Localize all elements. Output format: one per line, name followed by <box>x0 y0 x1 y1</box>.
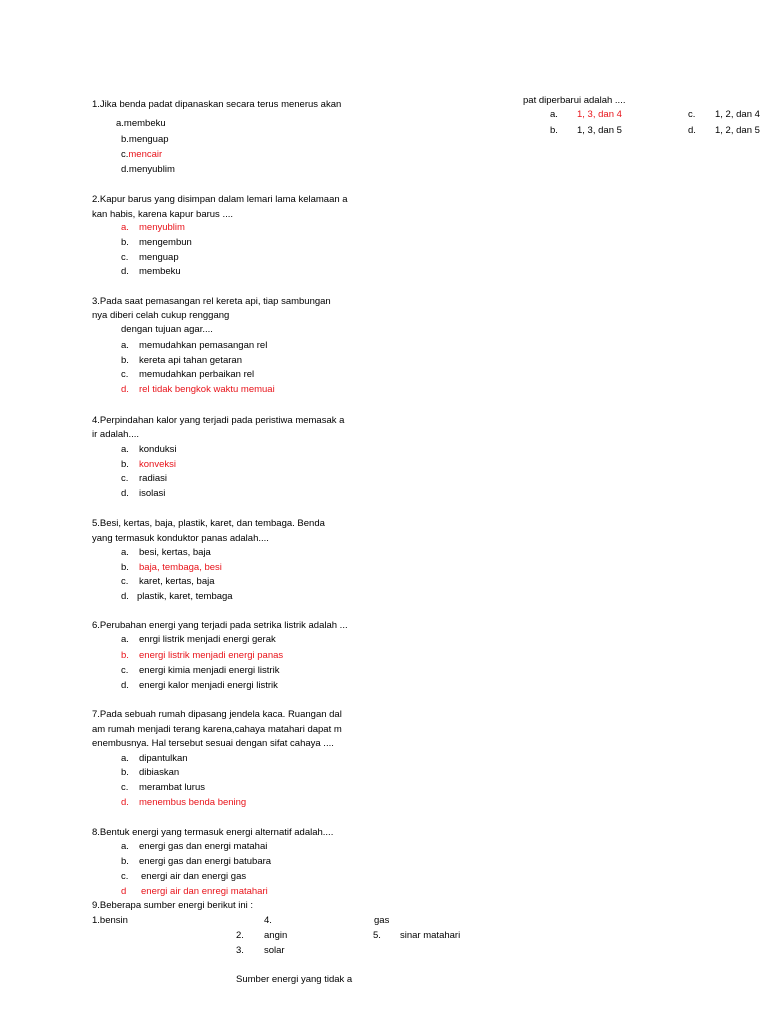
q1-option-d: d.menyublim <box>121 164 175 175</box>
q3-option-b: kereta api tahan getaran <box>139 355 242 366</box>
q7-stem-line2: am rumah menjadi terang karena,cahaya matahari dapat m <box>92 724 342 735</box>
q7-letter-b: b. <box>121 767 129 778</box>
q5-letter-d: d. <box>121 591 129 602</box>
q8-option-c: energi air dan energi gas <box>141 871 247 882</box>
q2-letter-d: d. <box>121 266 129 277</box>
q9-item-3-number: 3. <box>236 945 244 956</box>
q4-letter-d: d. <box>121 488 129 499</box>
q7-letter-d: d. <box>121 797 129 808</box>
q6-letter-b: b. <box>121 650 129 661</box>
q5-option-d: plastik, karet, tembaga <box>137 591 233 602</box>
q3-stem-line3: dengan tujuan agar.... <box>121 324 213 335</box>
q2-stem-line2: kan habis, karena kapur barus .... <box>92 209 233 220</box>
right-letter-b: b. <box>550 125 558 136</box>
q1-answer: mencair <box>128 149 163 160</box>
q3-stem-line1: 3.Pada saat pemasangan rel kereta api, tiap sambungan <box>92 296 331 307</box>
q5-letter-a: a. <box>121 547 129 558</box>
q8-letter-b: b. <box>121 856 129 867</box>
q9-item-4-number: 4. <box>264 915 272 926</box>
q3-letter-c: c. <box>121 369 129 380</box>
q6-letter-a: a. <box>121 634 129 645</box>
q1-stem: 1.Jika benda padat dipanaskan secara terus menerus akan <box>92 99 342 110</box>
q9-item-4-text: gas <box>374 915 390 926</box>
q1-option-a: a.membeku <box>116 118 166 129</box>
q4-letter-b: b. <box>121 459 129 470</box>
q8-stem: 8.Bentuk energi yang termasuk energi alternatif adalah.... <box>92 827 334 838</box>
q5-stem-line1: 5.Besi, kertas, baja, plastik, karet, dan tembaga. Benda <box>92 518 325 529</box>
q6-option-d: energi kalor menjadi energi listrik <box>139 680 278 691</box>
right-option-c: 1, 2, dan 4 <box>715 109 760 120</box>
q6-letter-d: d. <box>121 680 129 691</box>
q3-answer: rel tidak bengkok waktu memuai <box>139 384 275 395</box>
q7-answer: menembus benda bening <box>139 797 247 808</box>
q8-option-a: energi gas dan energi matahai <box>139 841 268 852</box>
q9-item-3-text: solar <box>264 945 285 956</box>
q3-option-c: memudahkan perbaikan rel <box>139 369 255 380</box>
q9-item-2-text: angin <box>264 930 288 941</box>
q4-answer: konveksi <box>139 459 176 470</box>
q5-letter-c: c. <box>121 576 129 587</box>
q8-letter-a: a. <box>121 841 129 852</box>
right-letter-d: d. <box>688 125 696 136</box>
q7-stem-line3: enembusnya. Hal tersebut sesuai dengan sifat cahaya .... <box>92 738 334 749</box>
q4-option-d: isolasi <box>139 488 166 499</box>
q2-option-d: membeku <box>139 266 181 277</box>
right-answer: 1, 3, dan 4 <box>577 109 622 120</box>
q9-item-2-number: 2. <box>236 930 244 941</box>
q6-answer: energi listrik menjadi energi panas <box>139 650 284 661</box>
q2-answer: menyublim <box>139 222 185 233</box>
q9-item-1: 1.bensin <box>92 915 128 926</box>
q8-letter-c: c. <box>121 871 129 882</box>
q5-option-c: karet, kertas, baja <box>139 576 215 587</box>
q3-letter-a: a. <box>121 340 129 351</box>
q7-option-c: merambat lurus <box>139 782 205 793</box>
q9-stem: 9.Beberapa sumber energi berikut ini : <box>92 900 254 911</box>
q7-letter-a: a. <box>121 753 129 764</box>
q5-option-a: besi, kertas, baja <box>139 547 211 558</box>
q3-letter-d: d. <box>121 384 129 395</box>
q1-option-c <box>121 149 162 161</box>
q6-stem: 6.Perubahan energi yang terjadi pada setrika listrik adalah ... <box>92 620 348 631</box>
q7-letter-c: c. <box>121 782 129 793</box>
q4-option-c: radiasi <box>139 473 167 484</box>
right-stem-continuation: pat diperbarui adalah .... <box>523 95 626 106</box>
q3-stem-line2: nya diberi celah cukup renggang <box>92 310 230 321</box>
q3-option-a: memudahkan pemasangan rel <box>139 340 268 351</box>
q7-stem-line1: 7.Pada sebuah rumah dipasang jendela kaca. Ruangan dal <box>92 709 342 720</box>
q8-option-b: energi gas dan energi batubara <box>139 856 272 867</box>
q6-letter-c: c. <box>121 665 129 676</box>
q6-option-a: enrgi listrik menjadi energi gerak <box>139 634 276 645</box>
q4-stem-line2: ir adalah.... <box>92 429 139 440</box>
q9-question-line: Sumber energi yang tidak a <box>236 974 353 985</box>
q2-stem-line1: 2.Kapur barus yang disimpan dalam lemari lama kelamaan a <box>92 194 348 205</box>
q7-option-b: dibiaskan <box>139 767 180 778</box>
q5-answer: baja, tembaga, besi <box>139 562 222 573</box>
q4-letter-a: a. <box>121 444 129 455</box>
q8-answer: energi air dan enregi matahari <box>141 886 268 897</box>
right-letter-a: a. <box>550 109 558 120</box>
q2-letter-c: c. <box>121 252 129 263</box>
q2-letter-a: a. <box>121 222 129 233</box>
q9-item-5-text: sinar matahari <box>400 930 461 941</box>
q3-letter-b: b. <box>121 355 129 366</box>
q4-option-a: konduksi <box>139 444 177 455</box>
q4-stem-line1: 4.Perpindahan kalor yang terjadi pada peristiwa memasak a <box>92 415 345 426</box>
q7-option-a: dipantulkan <box>139 753 188 764</box>
q1-option-b: b.menguap <box>121 134 169 145</box>
q1-option-c-letter: c. <box>121 149 129 160</box>
q2-letter-b: b. <box>121 237 129 248</box>
q2-option-c: menguap <box>139 252 179 263</box>
right-letter-c: c. <box>688 109 696 120</box>
right-option-d: 1, 2, dan 5 <box>715 125 760 136</box>
q6-option-c: energi kimia menjadi energi listrik <box>139 665 280 676</box>
q9-item-5-number: 5. <box>373 930 381 941</box>
q8-letter-d: d <box>121 886 127 897</box>
q2-option-b: mengembun <box>139 237 192 248</box>
q4-letter-c: c. <box>121 473 129 484</box>
q5-letter-b: b. <box>121 562 129 573</box>
right-option-b: 1, 3, dan 5 <box>577 125 622 136</box>
q5-stem-line2: yang termasuk konduktor panas adalah.... <box>92 533 269 544</box>
